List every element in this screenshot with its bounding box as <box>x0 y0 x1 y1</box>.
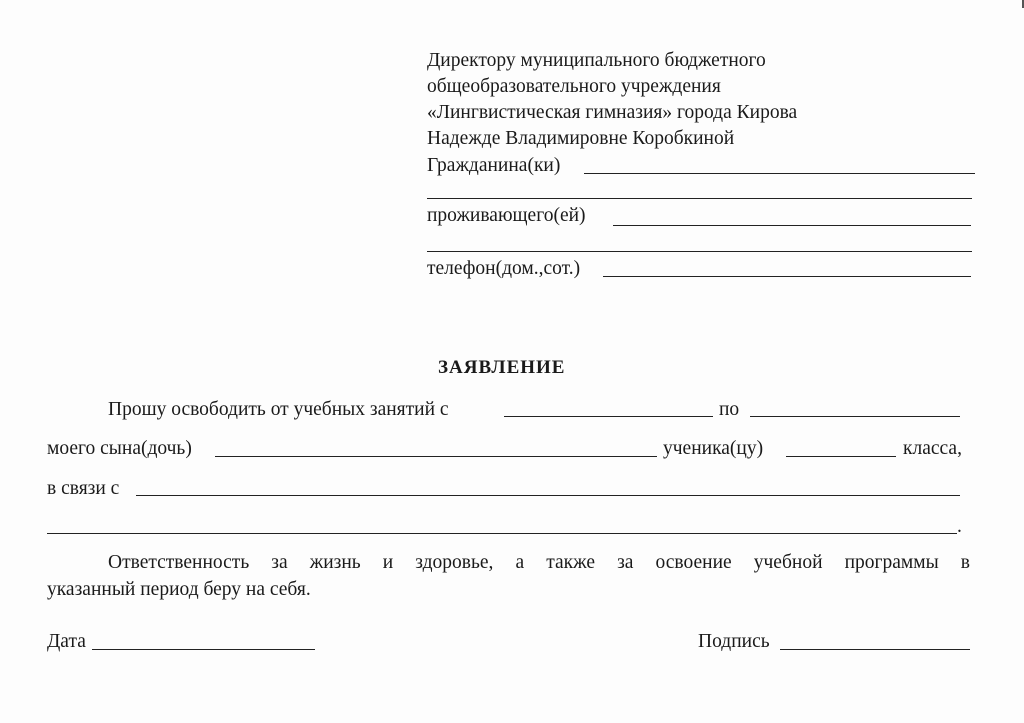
request-intro: Прошу освободить от учебных занятий с <box>108 399 449 420</box>
residing-label: проживающего(ей) <box>427 205 586 226</box>
document-title: ЗАЯВЛЕНИЕ <box>438 357 566 378</box>
date-to-field[interactable] <box>750 416 960 417</box>
citizen-name-field[interactable] <box>584 173 975 174</box>
date-field[interactable] <box>92 649 315 650</box>
signature-label: Подпись <box>698 631 770 652</box>
phone-label: телефон(дом.,сот.) <box>427 258 581 279</box>
address-field[interactable] <box>613 225 971 226</box>
citizen-label: Гражданина(ки) <box>427 155 561 176</box>
addressee-line-4: Надежде Владимировне Коробкиной <box>427 128 735 149</box>
addressee-line-1: Директору муниципального бюджетного <box>427 50 766 71</box>
date-label: Дата <box>47 631 86 652</box>
responsibility-line-1: Ответственность за жизнь и здоровье, а также за освоение учебной программы в <box>108 552 970 573</box>
class-field[interactable] <box>786 456 896 457</box>
student-label: ученика(цу) <box>663 438 764 459</box>
reason-continuation-field[interactable] <box>47 533 957 534</box>
addressee-line-2: общеобразовательного учреждения <box>427 76 721 97</box>
signature-field[interactable] <box>780 649 970 650</box>
class-label: класса, <box>903 438 962 459</box>
phone-field[interactable] <box>603 276 971 277</box>
addressee-line-3: «Лингвистическая гимназия» города Кирова <box>427 102 798 123</box>
address-continuation-field[interactable] <box>427 251 972 252</box>
reason-field[interactable] <box>136 495 960 496</box>
end-period: . <box>957 516 962 537</box>
responsibility-line-2: указанный период беру на себя. <box>47 579 311 600</box>
reason-label: в связи с <box>47 478 120 499</box>
date-from-field[interactable] <box>504 416 713 417</box>
child-label: моего сына(дочь) <box>47 438 192 459</box>
citizen-name-continuation-field[interactable] <box>427 198 972 199</box>
child-name-field[interactable] <box>215 456 657 457</box>
to-label: по <box>719 399 740 420</box>
